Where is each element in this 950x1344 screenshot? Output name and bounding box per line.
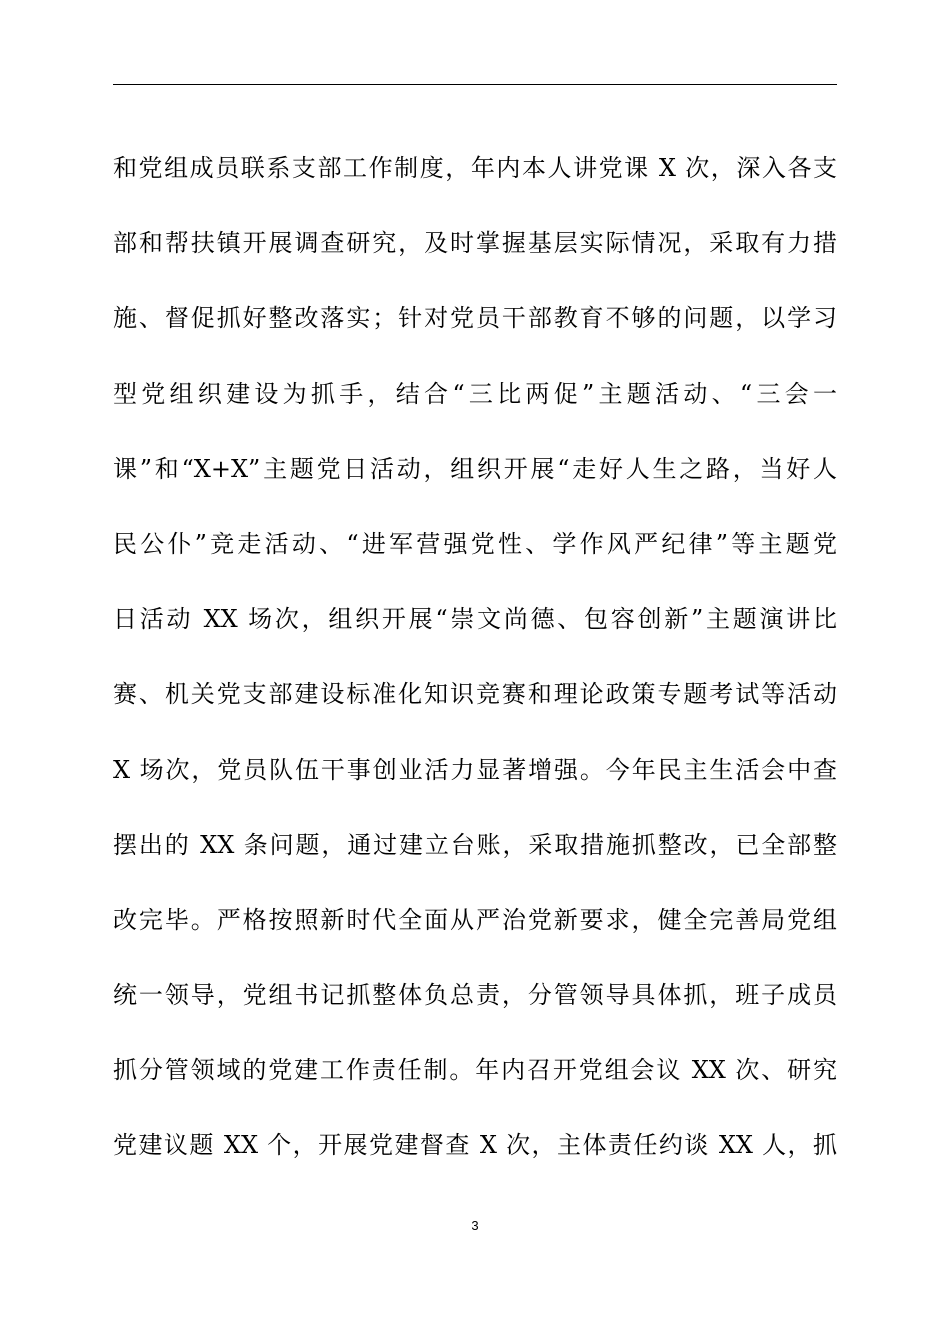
text-line: 改完毕。严格按照新时代全面从严治党新要求，健全完善局党组	[113, 905, 837, 934]
text-line: 课”和“X+X”主题党日活动，组织开展“走好人生之路，当好人	[113, 454, 837, 483]
text-line: 赛、机关党支部建设标准化知识竞赛和理论政策专题考试等活动	[113, 680, 837, 709]
text-line: 民公仆”竞走活动、“进军营强党性、学作风严纪律”等主题党	[113, 529, 837, 558]
text-line: 日活动 XX 场次，组织开展“崇文尚德、包容创新”主题演讲比	[113, 605, 837, 634]
body-paragraph	[113, 140, 837, 1193]
text-line: 抓分管领域的党建工作责任制。年内召开党组会议 XX 次、研究	[113, 1056, 837, 1085]
header-rule	[113, 84, 837, 85]
text-line: 型党组织建设为抓手，结合“三比两促”主题活动、“三会一	[113, 379, 837, 408]
text-line: 部和帮扶镇开展调查研究，及时掌握基层实际情况，采取有力措	[113, 229, 837, 258]
page-number: 3	[471, 1218, 479, 1233]
text-line: 党建议题 XX 个，开展党建督查 X 次，主体责任约谈 XX 人，抓	[113, 1131, 837, 1160]
text-line: 统一领导，党组书记抓整体负总责，分管领导具体抓，班子成员	[113, 981, 837, 1010]
text-line: X 场次，党员队伍干事创业活力显著增强。今年民主生活会中查	[113, 755, 837, 784]
text-line: 摆出的 XX 条问题，通过建立台账，采取措施抓整改，已全部整	[113, 830, 837, 859]
text-line: 施、督促抓好整改落实；针对党员干部教育不够的问题，以学习	[113, 304, 837, 333]
text-line: 和党组成员联系支部工作制度，年内本人讲党课 X 次，深入各支	[113, 154, 837, 182]
